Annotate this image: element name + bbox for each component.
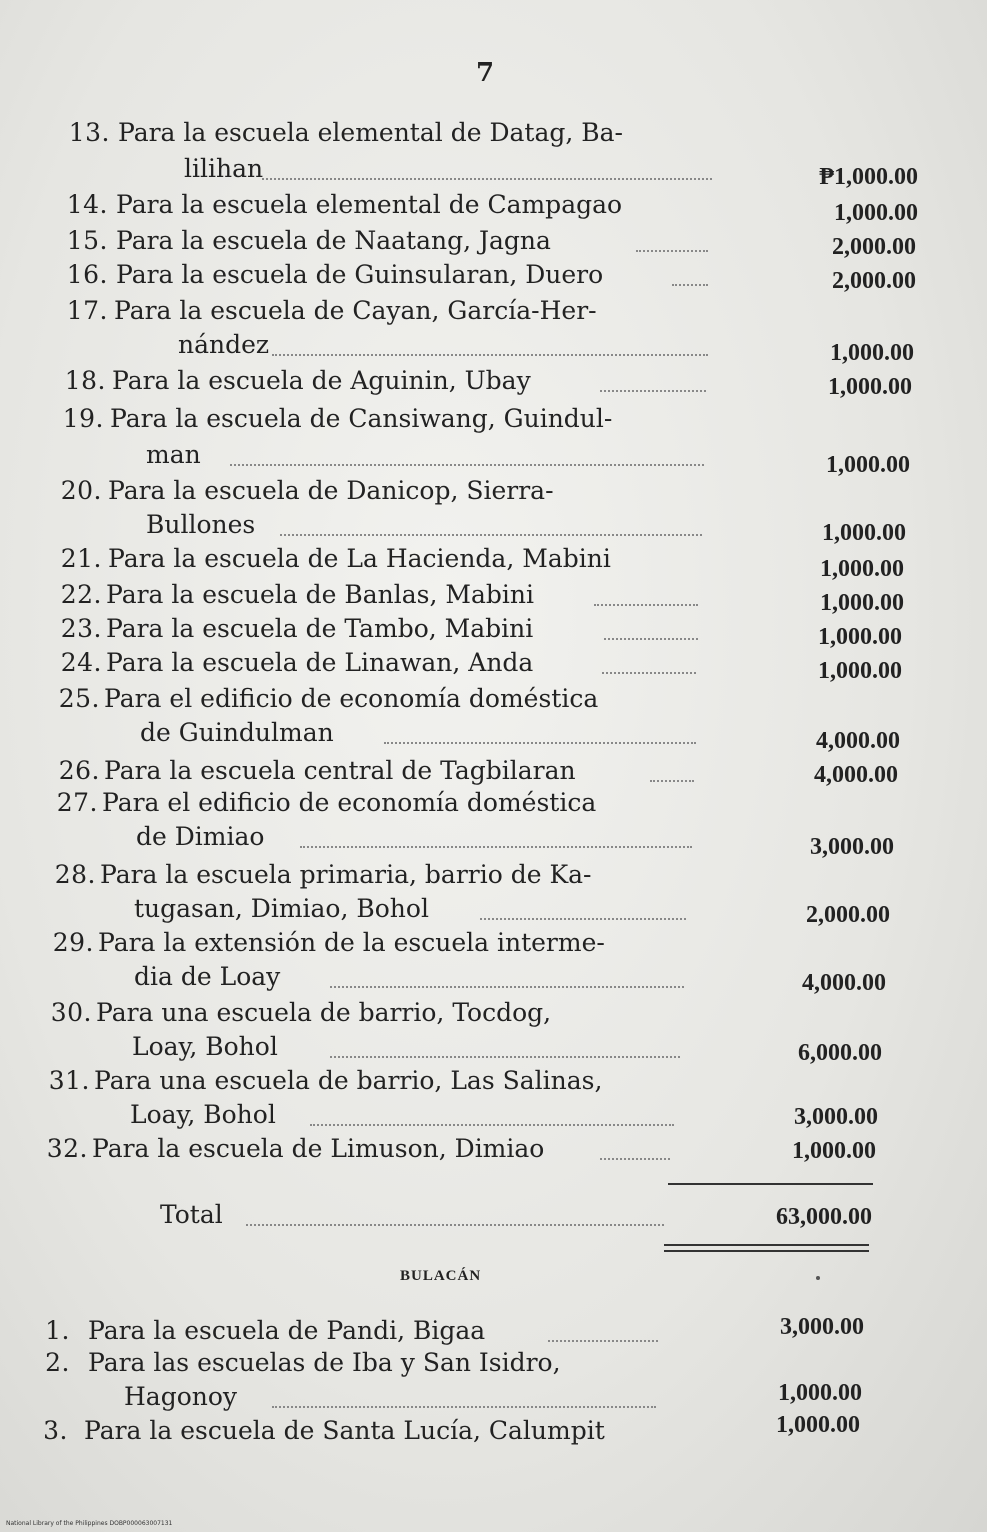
- item-number: 2.: [45, 1348, 70, 1377]
- item-text-cont: de Dimiao: [136, 822, 265, 851]
- dot-leader: [384, 742, 696, 744]
- item-text: Para la escuela de Banlas, Mabini: [106, 580, 534, 609]
- item-text: Para la escuela de Limuson, Dimiao: [92, 1134, 545, 1163]
- item-amount: 3,000.00: [810, 834, 894, 860]
- item-number: 31.: [48, 1066, 90, 1095]
- item-number: 27.: [56, 788, 98, 817]
- item-text: Para una escuela de barrio, Tocdog,: [96, 998, 552, 1027]
- item-number: 17.: [66, 296, 108, 325]
- item-amount: 4,000.00: [814, 762, 898, 788]
- item-number: 3.: [43, 1416, 68, 1445]
- item-amount: 1,000.00: [778, 1380, 862, 1406]
- dot-leader: [272, 1406, 656, 1408]
- item-text: Para la escuela de Santa Lucía, Calumpit: [84, 1416, 605, 1445]
- item-amount: 1,000.00: [826, 452, 910, 478]
- dot-leader: [262, 178, 712, 180]
- item-amount: 1,000.00: [828, 374, 912, 400]
- item-number: 30.: [50, 998, 92, 1027]
- dot-leader: [604, 638, 698, 640]
- item-text: Para el edificio de economía doméstica: [104, 684, 599, 713]
- library-footer: National Library of the Philippines DOBP000063007131: [6, 1520, 173, 1527]
- item-text: Para la escuela elemental de Campagao: [116, 190, 623, 219]
- item-text: Para la escuela de Guinsularan, Duero: [116, 260, 604, 289]
- item-amount: 2,000.00: [806, 902, 890, 928]
- dot-leader: [480, 918, 686, 920]
- item-amount: 2,000.00: [832, 268, 916, 294]
- item-amount: 1,000.00: [818, 624, 902, 650]
- item-number: 21.: [60, 544, 102, 573]
- dot-leader: [310, 1124, 674, 1126]
- item-amount: 2,000.00: [832, 234, 916, 260]
- item-number: 16.: [66, 260, 108, 289]
- item-number: 19.: [62, 404, 104, 433]
- dot-leader: [330, 1056, 680, 1058]
- item-number: 14.: [66, 190, 108, 219]
- dot-leader: [594, 604, 698, 606]
- item-number: 22.: [60, 580, 102, 609]
- item-text: Para la extensión de la escuela interme-: [98, 928, 605, 957]
- item-text-cont: dia de Loay: [134, 962, 281, 991]
- item-text-cont: Hagonoy: [124, 1382, 238, 1411]
- item-text: Para la escuela elemental de Datag, Ba-: [118, 118, 623, 147]
- item-text-cont: man: [146, 440, 201, 469]
- dot-leader: [548, 1340, 658, 1342]
- stray-mark: [816, 1276, 820, 1280]
- item-number: 13.: [68, 118, 110, 147]
- item-amount: 1,000.00: [818, 658, 902, 684]
- total-double-rule-bottom: [664, 1250, 869, 1252]
- item-number: 29.: [52, 928, 94, 957]
- item-text: Para las escuelas de Iba y San Isidro,: [88, 1348, 561, 1377]
- dot-leader: [280, 534, 702, 536]
- item-number: 26.: [58, 756, 100, 785]
- dot-leader: [600, 390, 706, 392]
- item-text-cont: Loay, Bohol: [130, 1100, 276, 1129]
- item-text: Para la escuela primaria, barrio de Ka-: [100, 860, 592, 889]
- item-amount: 1,000.00: [792, 1138, 876, 1164]
- item-text-cont: tugasan, Dimiao, Bohol: [134, 894, 429, 923]
- item-text-cont: de Guindulman: [140, 718, 334, 747]
- item-number: 24.: [60, 648, 102, 677]
- item-amount: 1,000.00: [820, 590, 904, 616]
- total-amount: 63,000.00: [776, 1204, 872, 1230]
- item-text: Para el edificio de economía doméstica: [102, 788, 597, 817]
- page-number: 7: [475, 58, 495, 88]
- item-amount: 4,000.00: [802, 970, 886, 996]
- item-text: Para la escuela de Linawan, Anda: [106, 648, 534, 677]
- item-amount: 1,000.00: [834, 200, 918, 226]
- total-double-rule-top: [664, 1244, 869, 1246]
- item-text: Para la escuela de Cayan, García-Her-: [114, 296, 597, 325]
- item-text-cont: nández: [178, 330, 270, 359]
- subtotal-rule: [668, 1183, 873, 1185]
- item-text: Para la escuela de Danicop, Sierra-: [108, 476, 554, 505]
- section-title: BULACÁN: [400, 1268, 482, 1284]
- total-label: Total: [160, 1200, 223, 1229]
- item-text: Para la escuela de La Hacienda, Mabini: [108, 544, 611, 573]
- item-number: 32.: [46, 1134, 88, 1163]
- item-amount: 4,000.00: [816, 728, 900, 754]
- dot-leader: [272, 354, 708, 356]
- item-amount: 1,000.00: [830, 340, 914, 366]
- item-text: Para la escuela de Naatang, Jagna: [116, 226, 551, 255]
- dot-leader: [672, 284, 708, 286]
- item-amount: 1,000.00: [776, 1412, 860, 1438]
- item-number: 20.: [60, 476, 102, 505]
- item-number: 15.: [66, 226, 108, 255]
- item-amount: 3,000.00: [780, 1314, 864, 1340]
- item-amount: ₱1,000.00: [819, 164, 918, 190]
- item-number: 18.: [64, 366, 106, 395]
- item-amount: 1,000.00: [820, 556, 904, 582]
- item-text: Para la escuela de Aguinin, Ubay: [112, 366, 531, 395]
- dot-leader: [636, 250, 708, 252]
- item-text: Para la escuela central de Tagbilaran: [104, 756, 576, 785]
- dot-leader: [600, 1158, 670, 1160]
- item-text-cont: Loay, Bohol: [132, 1032, 278, 1061]
- item-text: Para una escuela de barrio, Las Salinas,: [94, 1066, 603, 1095]
- dot-leader: [246, 1224, 664, 1226]
- item-amount: 1,000.00: [822, 520, 906, 546]
- item-number: 28.: [54, 860, 96, 889]
- item-text: Para la escuela de Cansiwang, Guindul-: [110, 404, 613, 433]
- item-text: Para la escuela de Pandi, Bigaa: [88, 1316, 486, 1345]
- item-number: 25.: [58, 684, 100, 713]
- dot-leader: [300, 846, 692, 848]
- item-amount: 6,000.00: [798, 1040, 882, 1066]
- item-text-cont: lilihan: [184, 154, 264, 183]
- item-text-cont: Bullones: [146, 510, 256, 539]
- item-number: 23.: [60, 614, 102, 643]
- dot-leader: [230, 464, 704, 466]
- item-number: 1.: [45, 1316, 70, 1345]
- item-amount: 3,000.00: [794, 1104, 878, 1130]
- dot-leader: [602, 672, 696, 674]
- dot-leader: [650, 780, 694, 782]
- item-text: Para la escuela de Tambo, Mabini: [106, 614, 534, 643]
- dot-leader: [330, 986, 684, 988]
